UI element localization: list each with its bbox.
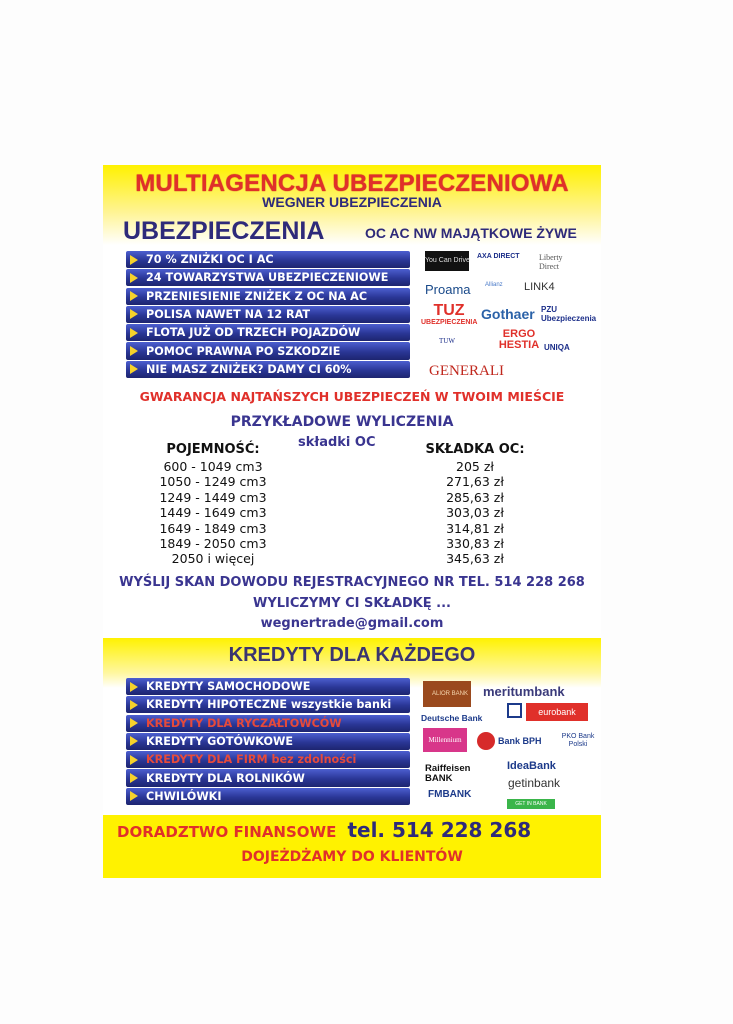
table-row	[143, 551, 543, 566]
feature-label: 70 % ZNIŻKI OC I AC	[146, 253, 274, 267]
triangle-bullet-icon	[130, 736, 138, 746]
email-link[interactable]: wegnertrade@gmail.com	[260, 616, 444, 631]
feature-label: KREDYTY DLA ROLNIKÓW	[146, 771, 305, 785]
bank-logo: ALIOR BANK	[423, 681, 471, 707]
premium-cell: 330,83 zł	[446, 535, 504, 551]
feature-label: KREDYTY DLA FIRM bez zdolności	[146, 753, 357, 767]
feature-bar	[126, 342, 410, 359]
feature-bar	[126, 288, 410, 305]
feature-label: KREDYTY HIPOTECZNE wszystkie banki	[146, 698, 392, 712]
table-row	[143, 536, 543, 551]
feature-label: 24 TOWARZYSTWA UBEZPIECZENIOWE	[146, 271, 389, 285]
credits-title: KREDYTY DLA KAŻDEGO	[228, 644, 476, 666]
insurance-features-list	[126, 251, 410, 379]
feature-label: KREDYTY SAMOCHODOWE	[146, 680, 311, 694]
feature-label: NIE MASZ ZNIŻEK? DAMY CI 60%	[146, 362, 352, 376]
section-subtitle: OC AC NW MAJĄTKOWE ŻYWE	[365, 225, 577, 241]
feature-bar	[126, 324, 410, 341]
table-row	[143, 459, 543, 474]
send-scan-text: WYŚLIJ SKAN DOWODU REJESTRACYJNEGO NR TEL. 514 228 268	[119, 575, 585, 590]
table-row	[143, 505, 543, 520]
feature-label: POMOC PRAWNA PO SZKODZIE	[146, 344, 341, 358]
triangle-bullet-icon	[130, 328, 138, 338]
bank-logo: meritumbank	[483, 684, 565, 699]
bank-logo: GET IN BANK	[507, 799, 555, 809]
insurer-logo: TUW	[439, 337, 455, 345]
capacity-cell: 2050 i więcej	[171, 551, 255, 567]
insurer-logo: PZU Ubezpieczenia	[541, 305, 597, 323]
triangle-bullet-icon	[130, 755, 138, 765]
bank-logo: Raiffeisen BANK	[425, 763, 471, 784]
premium-cell: 285,63 zł	[446, 489, 504, 505]
feature-label: FLOTA JUŻ OD TRZECH POJAZDÓW	[146, 326, 361, 340]
examples-subtitle: składki OC	[298, 435, 376, 450]
triangle-bullet-icon	[130, 700, 138, 710]
feature-label: CHWILÓWKI	[146, 789, 222, 803]
examples-title: PRZYKŁADOWE WYLICZENIA	[230, 414, 454, 430]
insurer-logo: AXA DIRECT	[477, 253, 520, 260]
capacity-cell: 1449 - 1649 cm3	[159, 505, 267, 521]
bank-logo: PKO Bank Polski	[561, 733, 595, 748]
feature-bar	[126, 269, 410, 286]
main-title: MULTIAGENCJA UBEZPIECZENIOWA	[135, 170, 569, 197]
feature-bar	[126, 751, 410, 768]
premium-cell: 345,63 zł	[446, 551, 504, 567]
triangle-bullet-icon	[130, 718, 138, 728]
table-row	[143, 521, 543, 536]
feature-bar	[126, 306, 410, 323]
feature-bar	[126, 788, 410, 805]
insurer-logo: Proama	[425, 282, 471, 297]
feature-label: POLISA NAWET NA 12 RAT	[146, 307, 311, 321]
insurer-logo: ERGO HESTIA	[498, 328, 540, 351]
triangle-bullet-icon	[130, 682, 138, 692]
table-row	[143, 490, 543, 505]
bank-logo: getinbank	[508, 776, 561, 790]
phone-number[interactable]: tel. 514 228 268	[347, 818, 532, 842]
capacity-cell: 1849 - 2050 cm3	[159, 535, 267, 551]
premium-cell: 271,63 zł	[446, 474, 504, 490]
feature-bar	[126, 696, 410, 713]
insurer-logo: GENERALI	[429, 363, 504, 379]
feature-bar	[126, 769, 410, 786]
footer-line	[117, 818, 531, 842]
insurer-logo: UNIQA	[544, 343, 570, 352]
insurer-logo: Gothaer	[481, 306, 535, 322]
section-title: UBEZPIECZENIA	[123, 217, 325, 245]
table-row	[143, 474, 543, 489]
capacity-cell: 1249 - 1449 cm3	[159, 489, 267, 505]
travel-text: DOJEŻDŻAMY DO KLIENTÓW	[241, 849, 463, 865]
triangle-bullet-icon	[130, 346, 138, 356]
triangle-bullet-icon	[130, 273, 138, 283]
feature-bar	[126, 678, 410, 695]
bank-logo: FMBANK	[428, 789, 472, 800]
triangle-bullet-icon	[130, 773, 138, 783]
premium-cell: 314,81 zł	[446, 520, 504, 536]
capacity-cell: 1649 - 1849 cm3	[159, 520, 267, 536]
triangle-bullet-icon	[130, 309, 138, 319]
bank-logo: IdeaBank	[507, 760, 556, 772]
advice-text: DORADZTWO FINANSOWE	[117, 823, 337, 841]
bank-logo: eurobank	[526, 703, 588, 721]
premium-table	[143, 459, 543, 567]
feature-label: KREDYTY GOTÓWKOWE	[146, 734, 293, 748]
premium-cell: 205 zł	[456, 459, 494, 474]
calculate-text: WYLICZYMY CI SKŁADKĘ ...	[253, 596, 451, 611]
insurer-logo: TUZ UBEZPIECZENIA	[421, 302, 478, 326]
capacity-cell: 600 - 1049 cm3	[163, 459, 263, 474]
insurer-logo: Allianz	[485, 282, 503, 288]
feature-label: KREDYTY DLA RYCZAŁTOWCÓW	[146, 716, 342, 730]
credits-list	[126, 678, 410, 806]
feature-bar	[126, 733, 410, 750]
premium-header: SKŁADKA OC:	[425, 442, 525, 457]
triangle-bullet-icon	[130, 364, 138, 374]
triangle-bullet-icon	[130, 791, 138, 801]
feature-bar	[126, 361, 410, 378]
triangle-bullet-icon	[130, 291, 138, 301]
guarantee-text: GWARANCJA NAJTAŃSZYCH UBEZPIECZEŃ W TWOIM MIEŚCIE	[139, 389, 565, 404]
bank-logo: Deutsche Bank	[421, 713, 483, 723]
insurer-logo: You Can Drive	[425, 251, 469, 271]
agency-name: WEGNER UBEZPIECZENIA	[262, 194, 442, 210]
bank-logo: Bank BPH	[498, 736, 542, 746]
insurer-logo: LINK4	[524, 281, 555, 293]
deutsche-bank-icon	[507, 703, 522, 718]
flyer	[103, 165, 601, 878]
feature-bar	[126, 715, 410, 732]
premium-cell: 303,03 zł	[446, 505, 504, 521]
capacity-header: POJEMNOŚĆ:	[166, 442, 260, 457]
triangle-bullet-icon	[130, 255, 138, 265]
capacity-cell: 1050 - 1249 cm3	[159, 474, 267, 490]
bph-icon	[477, 732, 495, 750]
insurer-logo: Liberty Direct	[539, 253, 563, 271]
feature-label: PRZENIESIENIE ZNIŻEK Z OC NA AC	[146, 289, 368, 303]
feature-bar	[126, 251, 410, 268]
bank-logo: Millennium	[423, 728, 467, 752]
